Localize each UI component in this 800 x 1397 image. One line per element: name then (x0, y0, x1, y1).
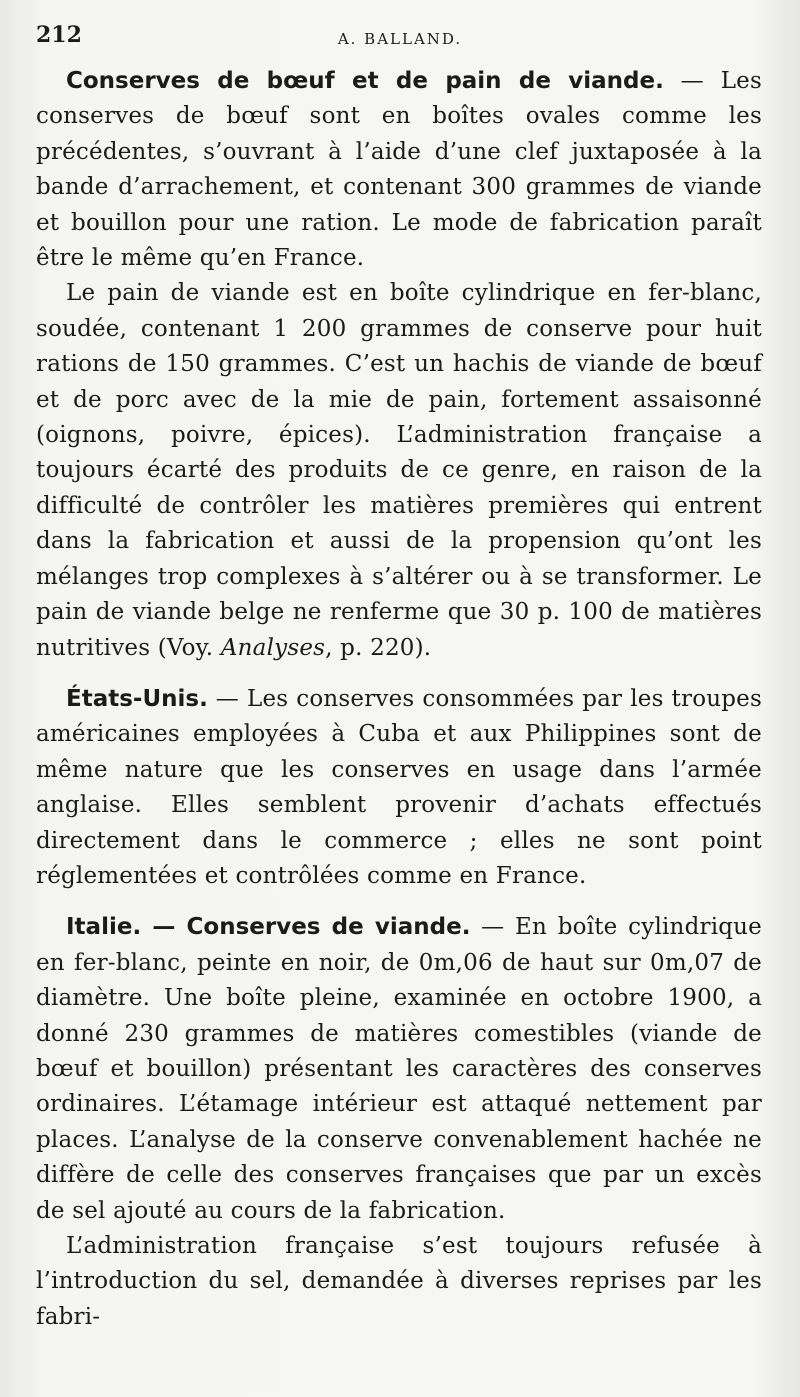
running-head (36, 22, 764, 62)
paragraph-united-states (36, 682, 762, 894)
paragraph-salt-introduction (36, 1229, 762, 1335)
analyses-reference: Analyses (220, 634, 326, 661)
paragraph-text: Le pain de viande est en boîte cylindrique en fer-blanc, soudée, contenant 1 200 grammes de conserve pour huit rations de 150 grammes. C’est un hachis de viande de bœuf et de porc avec de la mie de pain, fortement assaisonné (oignons, poivre, épices). L’administration française a toujours écarté des produits de ce genre, en raison de la difficulté de contrôler les matières premières qui entrent dans la fabrication et aussi de la propension qu’ont les mélanges trop complexes à s’altérer ou à se transformer. Le pain de viande belge ne renferme que 30 p. 100 de matières nutritives (Voy. (36, 280, 762, 661)
paragraph-text: L’administration française s’est toujours refusée à l’introduction du sel, demandée à diverses reprises par les fabri- (36, 1233, 762, 1330)
paragraph-text: — Les conserves de bœuf sont en boîtes ovales comme les précédentes, s’ouvrant à l’aide d’une clef juxtaposée à la bande d’arrachement, et contenant 300 grammes de viande et bouillon pour une ration. Le mode de fabrication paraît être le même qu’en France. (36, 68, 762, 272)
page-number: 212 (36, 22, 82, 48)
heading-united-states: États-Unis. (66, 685, 208, 712)
paragraph-meat-bread (36, 276, 762, 665)
heading-beef-and-meat-bread: Conserves de bœuf et de pain de viande. (66, 68, 664, 94)
paragraph-text: — En boîte cylindrique en fer-blanc, peinte en noir, de 0m,06 de haut sur 0m,07 de diamètre. Une boîte pleine, examinée en octobre 1900, a donné 230 grammes de matières comestibles (viande de bœuf et bouillon) présentant les caractères des conserves ordinaires. L’étamage intérieur est attaqué nettement par places. L’analyse de la conserve convenablement hachée ne diffère de celle des conserves françaises que par un excès de sel ajouté au cours de la fabrication. (36, 914, 762, 1224)
paragraph-text-end: , p. 220). (325, 634, 432, 661)
page-body (36, 64, 762, 1335)
heading-italy-meat-conserves: Italie. — Conserves de viande. (66, 914, 471, 941)
paragraph-italy (36, 910, 762, 1229)
section-spacer (36, 894, 762, 910)
paragraph-text: — Les conserves consommées par les troupes américaines employées à Cuba et aux Philippines sont de même nature que les conserves en usage dans l’armée anglaise. Elles semblent provenir d’achats effectués directement dans le commerce ; elles ne sont point réglementées et contrôlées comme en France. (36, 685, 762, 889)
running-head-author: A. BALLAND. (337, 30, 463, 48)
section-spacer (36, 666, 762, 682)
paragraph-beef-conserves (36, 64, 762, 276)
